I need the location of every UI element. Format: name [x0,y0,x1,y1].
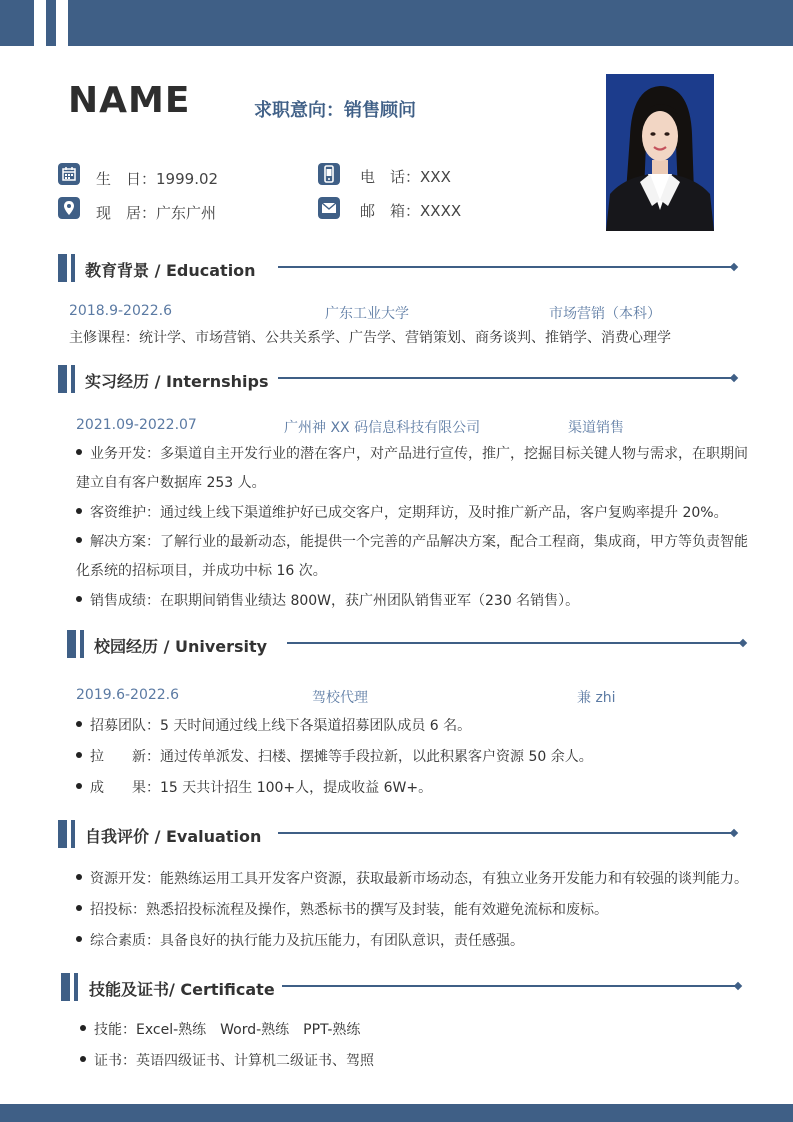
list-item: 资源开发：能熟练运用工具开发客户资源，获取最新市场动态，有独立业务开发能力和有较强的谈判能力。 [76,865,776,894]
list-item: 综合素质：具备良好的执行能力及抗压能力，有团队意识，责任感强。 [76,927,776,956]
bullet-icon [76,508,82,514]
section-divider [282,985,737,987]
section-marker-thin [74,973,78,1001]
mail-icon [318,197,340,219]
education-period: 2018.9-2022.6 [69,303,173,319]
list-item: 招募团队：5 天时间通过线上线下各渠道招募团队成员 6 名。 [76,712,760,741]
residence-value: 广东广州 [156,204,217,222]
email-label: 邮 箱： [360,202,421,220]
section-divider [278,266,733,268]
phone-value: XXX [420,168,451,186]
phone-label: 电 话： [360,168,421,186]
job-intent: 求职意向：销售顾问 [254,100,416,121]
list-item: 技能：Excel-熟练 Word-熟练 PPT-熟练 [80,1016,760,1045]
location-icon [58,197,80,219]
education-major: 市场营销（本科） [549,306,661,322]
bottom-bar [0,1104,793,1122]
bullet-icon [76,874,82,880]
birth-row [96,168,218,189]
bullet-icon [76,936,82,942]
section-marker [67,630,76,658]
section-marker-thin [71,820,75,848]
section-divider [287,642,742,644]
internship-period: 2021.09-2022.07 [76,417,197,433]
divider-diamond [739,639,747,647]
university-role: 兼 zhi [577,690,616,706]
phone-row [360,166,451,187]
university-title: 校园经历 / University [94,637,268,656]
divider-diamond [730,263,738,271]
education-school: 广东工业大学 [325,306,409,322]
divider-diamond [730,829,738,837]
section-marker [58,820,67,848]
birth-value: 1999.02 [156,170,219,188]
bullet-icon [76,537,82,543]
email-row [360,200,461,221]
section-marker [58,254,67,282]
list-item: 业务开发：多渠道自主开发行业的潜在客户，对产品进行宣传，推广，挖掘目标关键人物与需求，在职期间建立自有客户数据库 253 人。 [76,446,748,491]
internship-role: 渠道销售 [568,420,624,436]
section-divider [278,377,733,379]
birth-label: 生 日： [96,170,157,188]
bullet-icon [76,449,82,455]
section-marker-thin [80,630,84,658]
bullet-icon [76,752,82,758]
divider-diamond [730,374,738,382]
residence-row [96,202,216,223]
bullet-icon [80,1025,86,1031]
university-period: 2019.6-2022.6 [76,687,180,703]
section-marker-thin [71,254,75,282]
residence-label: 现 居： [96,204,157,222]
bullet-icon [76,721,82,727]
top-bar-left [0,0,34,46]
section-marker [58,365,67,393]
university-org: 驾校代理 [312,690,368,706]
bullet-icon [80,1056,86,1062]
list-item: 销售成绩：在职期间销售业绩达 800W，获广州团队销售亚军（230 名销售）。 [76,587,760,616]
list-item: 成 果：15 天共计招生 100+人，提成收益 6W+。 [76,774,760,803]
candidate-name: NAME [68,80,191,121]
email-value: XXXX [420,202,462,220]
divider-diamond [734,982,742,990]
evaluation-title: 自我评价 / Evaluation [85,827,262,846]
section-marker-thin [71,365,75,393]
certificate-title: 技能及证书/ Certificate [89,980,275,999]
list-item: 解决方案：了解行业的最新动态，能提供一个完善的产品解决方案，配合工程商，集成商，甲方等负责智能化系统的招标项目，并成功中标 16 次。 [76,534,748,579]
list-item: 拉 新：通过传单派发、扫楼、摆摊等手段拉新，以此积累客户资源 50 余人。 [76,743,760,772]
bullet-icon [76,596,82,602]
section-divider [278,832,733,834]
education-title: 教育背景 / Education [85,261,256,280]
list-item: 客资维护：通过线上线下渠道维护好已成交客户，定期拜访，及时推广新产品，客户复购率提升 20%。 [76,499,760,528]
bullet-icon [76,783,82,789]
phone-icon [318,163,340,185]
bullet-icon [76,905,82,911]
internship-company: 广州神 XX 码信息科技有限公司 [284,420,481,436]
list-item: 证书：英语四级证书、计算机二级证书、驾照 [80,1047,760,1076]
profile-photo [606,74,714,231]
section-marker [61,973,70,1001]
top-bar-thin [46,0,56,46]
education-courses: 主修课程：统计学、市场营销、公共关系学、广告学、营销策划、商务谈判、推销学、消费心理学 [69,330,671,346]
list-item: 招投标：熟悉招投标流程及操作，熟悉标书的撰写及封装，能有效避免流标和废标。 [76,896,776,925]
top-bar-main [68,0,793,46]
calendar-icon [58,163,80,185]
internships-title: 实习经历 / Internships [85,372,269,391]
